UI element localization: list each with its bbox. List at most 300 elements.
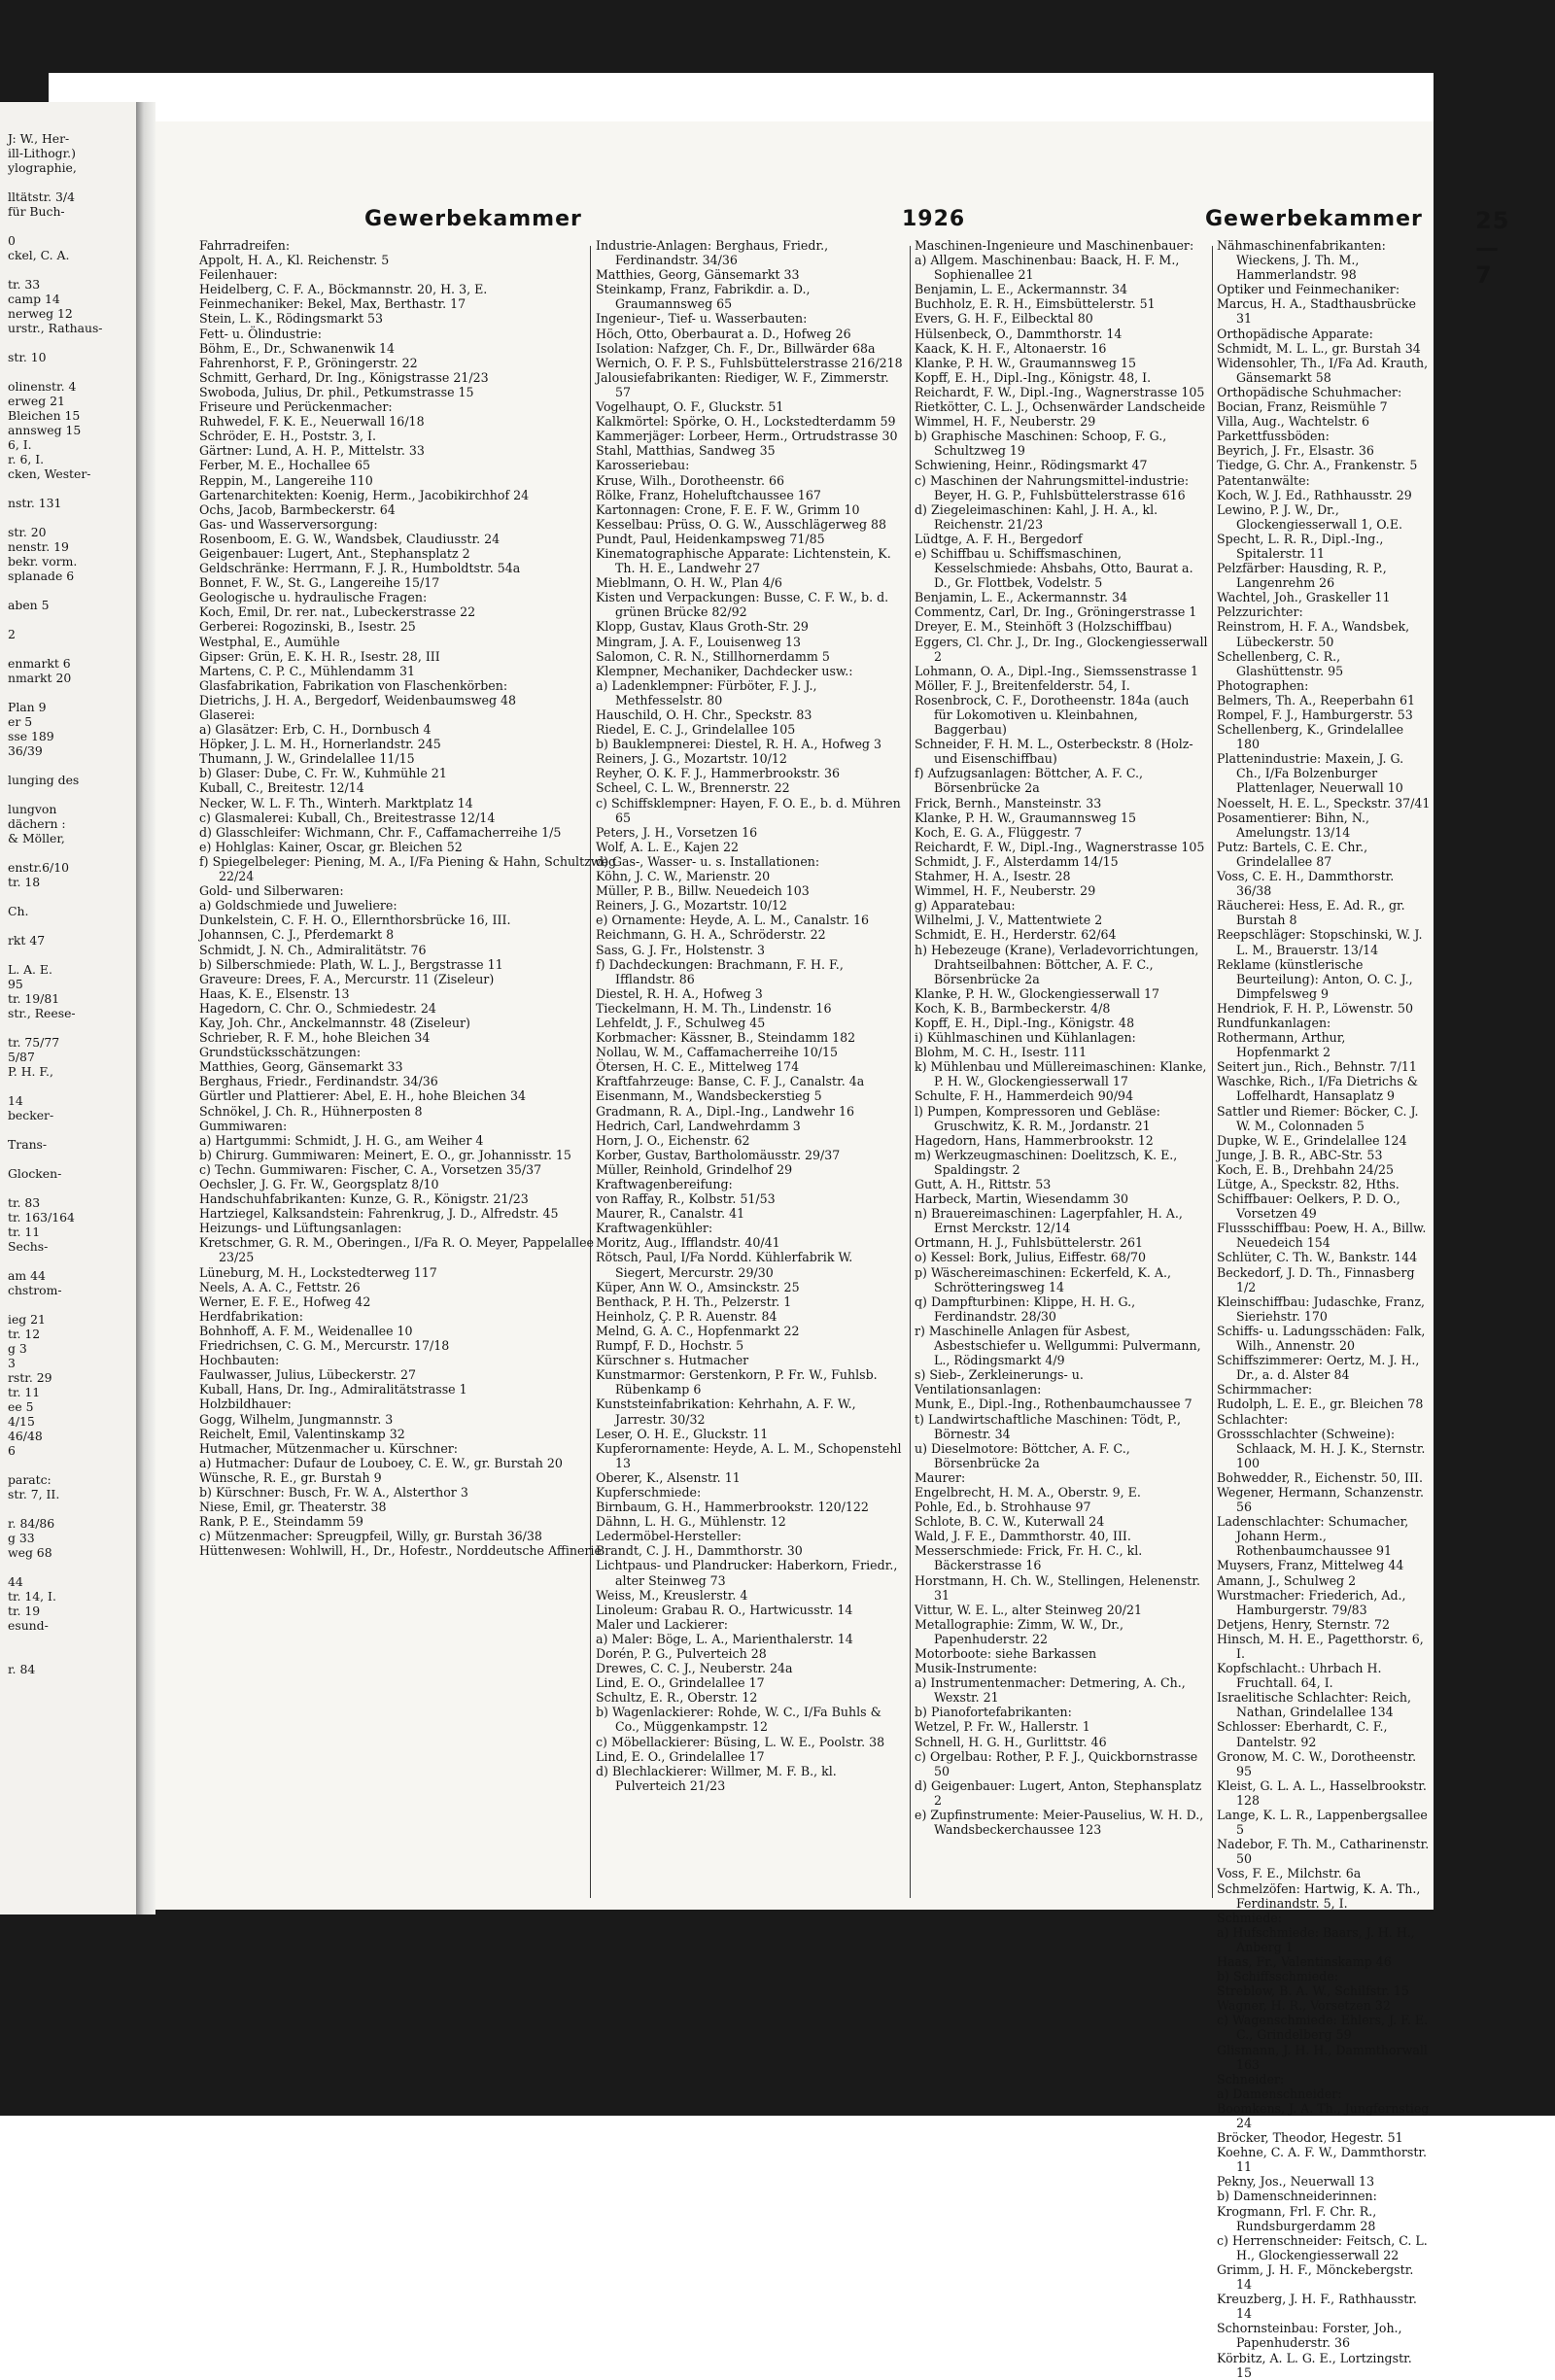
directory-entry: Nollau, W. M., Caffamacherreihe 10/15 — [596, 1045, 838, 1060]
directory-entry: Kruse, Wilh., Dorotheenstr. 66 — [596, 472, 785, 488]
directory-entry: Höch, Otto, Oberbaurat a. D., Hofweg 26 — [596, 326, 851, 341]
directory-entry: Müller, Reinhold, Grindelhof 29 — [596, 1161, 793, 1177]
directory-entry: Villa, Aug., Wachtelstr. 6 — [1217, 414, 1369, 430]
left-page-line — [8, 758, 136, 773]
left-page-line: ieg 21 — [8, 1312, 46, 1327]
directory-entry: Kalkmörtel: Spörke, O. H., Lockstedterdamm 59 — [596, 414, 896, 430]
directory-entry: Horstmann, H. Ch. W., Stellingen, Helenenstr. 31 — [915, 1572, 1201, 1603]
directory-entry: Schmidt, J. N. Ch., Admiralitätstr. 76 — [199, 942, 427, 957]
directory-entry: c) Maschinen der Nahrungsmittel-industrie: Beyer, H. G. P., Fuhlsbüttelerstrasse 616 — [915, 472, 1190, 502]
directory-entry: b) Silberschmiede: Plath, W. L. J., Bergstrasse 11 — [199, 956, 503, 972]
directory-entry: Koehne, C. A. F. W., Dammthorstr. 11 — [1217, 2145, 1428, 2175]
directory-entry: c) Schiffsklempner: Hayen, F. O. E., b. d. Mühren 65 — [596, 795, 901, 825]
directory-entry: Gronow, M. C. W., Dorotheenstr. 95 — [1217, 1748, 1417, 1778]
directory-entry: Gürtler und Plattierer: Abel, E. H., hohe Bleichen 34 — [199, 1088, 527, 1104]
directory-entry: Hutmacher, Mützenmacher u. Kürschner: — [199, 1440, 459, 1456]
directory-entry: Schmidt, E. H., Herderstr. 62/64 — [915, 927, 1117, 943]
directory-entry: Swoboda, Julius, Dr. phil., Petkumstrasse 15 — [199, 384, 474, 399]
directory-entry: Wegener, Hermann, Schanzenstr. 56 — [1217, 1484, 1424, 1515]
directory-entry: Lange, K. L. R., Lappenbergsallee 5 — [1217, 1808, 1428, 1838]
directory-entry: Gärtner: Lund, A. H. P., Mittelstr. 33 — [199, 443, 425, 459]
directory-entry: r) Maschinelle Anlagen für Asbest, Asbestschiefer u. Wellgummi: Pulvermann, L., Rödingsmarkt 4/9 — [915, 1323, 1201, 1368]
directory-entry: e) Ornamente: Heyde, A. L. M., Canalstr. 16 — [596, 913, 870, 928]
directory-entry: Rietkötter, C. L. J., Ochsenwärder Landscheide — [915, 399, 1206, 415]
left-page-line — [8, 510, 136, 525]
directory-entry: Koch, E. B., Drehbahn 24/25 — [1217, 1161, 1395, 1177]
left-page-line: tr. 19 — [8, 1604, 41, 1618]
column-rule — [910, 246, 911, 1898]
left-page-line: tr. 19/81 — [8, 991, 60, 1006]
left-page-line: tr. 163/164 — [8, 1210, 75, 1224]
left-page-line: 2 — [8, 627, 16, 641]
directory-entry: d) Glasschleifer: Wichmann, Chr. F., Caffamacherreihe 1/5 — [199, 824, 562, 840]
directory-entry: Reppin, M., Langereihe 110 — [199, 472, 373, 488]
left-page-line: dächern : — [8, 816, 66, 831]
left-page-line: str. 10 — [8, 350, 47, 364]
directory-entry: Koch, K. B., Barmbeckerstr. 4/8 — [915, 1000, 1111, 1016]
directory-entry: k) Mühlenbau und Müllereimaschinen: Klanke, P. H. W., Glockengiesserwall 17 — [915, 1059, 1207, 1089]
directory-entry: Orthopädische Apparate: — [1217, 326, 1373, 341]
directory-entry: Korber, Gustav, Bartholomäusstr. 29/37 — [596, 1147, 841, 1162]
directory-entry: Niese, Emil, gr. Theaterstr. 38 — [199, 1500, 387, 1515]
directory-entry: Schultz, E. R., Oberstr. 12 — [596, 1690, 758, 1706]
directory-entry: Motorboote: siehe Barkassen — [915, 1646, 1097, 1661]
book-gutter — [136, 102, 156, 1914]
directory-entry: Kupferornamente: Heyde, A. L. M., Schopenstehl 13 — [596, 1440, 902, 1470]
directory-entry: b) Schiffsschmiede: — [1217, 1969, 1339, 1984]
directory-entry: Heinholz, Ç. P. R. Auenstr. 84 — [596, 1308, 778, 1324]
directory-entry: Kopff, E. H., Dipl.-Ing., Königstr. 48, I. — [915, 369, 1152, 385]
directory-entry: Friseure und Perückenmacher: — [199, 399, 393, 415]
directory-entry: a) Ladenklempner: Fürböter, F. J. J., Methfesselstr. 80 — [596, 677, 817, 707]
directory-entry: Klanke, P. H. W., Graumannsweg 15 — [915, 355, 1136, 370]
directory-entry: Melnd, G. A. C., Hopfenmarkt 22 — [596, 1323, 800, 1338]
directory-entry: Bohnhoff, A. F. M., Weidenallee 10 — [199, 1323, 413, 1338]
directory-entry: Fahrenhorst, F. P., Gröningerstr. 22 — [199, 355, 418, 370]
directory-entry: Benjamin, L. E., Ackermannstr. 34 — [915, 590, 1128, 605]
directory-entry: Westphal, E., Aumühle — [199, 634, 340, 649]
directory-entry: Schmidt, M. L. L., gr. Burstah 34 — [1217, 340, 1421, 356]
left-page-line: nenstr. 19 — [8, 539, 69, 554]
left-page-line — [8, 685, 136, 700]
directory-entry: Linoleum: Grabau R. O., Hartwicusstr. 14 — [596, 1602, 853, 1617]
directory-entry: Seitert jun., Rich., Behnstr. 7/11 — [1217, 1059, 1417, 1075]
left-page-line: r. 84 — [8, 1662, 36, 1676]
directory-entry: b) Pianofortefabrikanten: — [915, 1705, 1072, 1720]
directory-entry: Ledermöbel-Hersteller: — [596, 1529, 742, 1544]
directory-entry: Reepschläger: Stopschinski, W. J. L. M., Brauerstr. 13/14 — [1217, 927, 1423, 957]
directory-entry: Gas- und Wasserversorgung: — [199, 516, 378, 532]
left-page-line: Plan 9 — [8, 700, 47, 714]
left-page-line — [8, 1020, 136, 1035]
directory-entry: Pelzzurichter: — [1217, 604, 1303, 620]
directory-entry: Bonnet, F. W., St. G., Langereihe 15/17 — [199, 575, 440, 591]
directory-entry: Reichardt, F. W., Dipl.-Ing., Wagnerstrasse 105 — [915, 839, 1205, 854]
left-page-text — [8, 131, 136, 1890]
directory-entry: Johannsen, C. J., Pferdemarkt 8 — [199, 927, 395, 943]
directory-entry: e) Schiffbau u. Schiffsmaschinen, Kesselschmiede: Ahsbahs, Otto, Baurat a. D., Gr. Flottbek, Vodelstr. 5 — [915, 545, 1193, 591]
directory-entry: Muysers, Franz, Mittelweg 44 — [1217, 1558, 1404, 1573]
directory-entry: Metallographie: Zimm, W. W., Dr., Papenhuderstr. 22 — [915, 1616, 1123, 1646]
directory-entry: Wilhelmi, J. V., Mattentwiete 2 — [915, 913, 1103, 928]
left-page-line: cken, Wester- — [8, 466, 91, 481]
left-page-line: ill-Lithogr.) — [8, 146, 76, 160]
directory-entry: Tiedge, G. Chr. A., Frankenstr. 5 — [1217, 458, 1418, 473]
directory-entry: Oberer, K., Alsenstr. 11 — [596, 1469, 741, 1485]
left-page-line: g 33 — [8, 1531, 35, 1545]
directory-entry: Commentz, Carl, Dr. Ing., Gröningerstrasse 1 — [915, 604, 1197, 620]
directory-entry: f) Dachdeckungen: Brachmann, F. H. F., Ifflandstr. 86 — [596, 956, 844, 986]
directory-entry: Birnbaum, G. H., Hammerbrookstr. 120/122 — [596, 1500, 869, 1515]
directory-entry: von Raffay, R., Kolbstr. 51/53 — [596, 1191, 776, 1207]
directory-entry: Fett- u. Ölindustrie: — [199, 326, 322, 341]
directory-entry: Hagedorn, Hans, Hammerbrookstr. 12 — [915, 1132, 1154, 1148]
directory-entry: Rosenboom, E. G. W., Wandsbek, Claudiusstr. 24 — [199, 531, 501, 546]
directory-entry: b) Damenschneiderinnen: — [1217, 2189, 1377, 2204]
directory-entry: Lütge, A., Speckstr. 82, Hths. — [1217, 1177, 1400, 1191]
left-page-line: L. A. E. — [8, 962, 52, 977]
directory-entry: Stahl, Matthias, Sandweg 35 — [596, 443, 776, 459]
directory-entry: Schulte, F. H., Hammerdeich 90/94 — [915, 1088, 1134, 1104]
directory-entry: Ortmann, H. J., Fuhlsbüttelerstr. 261 — [915, 1235, 1144, 1251]
directory-entry: Körbitz, A. L. G. E., Lortzingstr. 15 — [1217, 2350, 1412, 2380]
directory-entry: g) Apparatebau: — [915, 898, 1016, 914]
directory-entry: Buchholz, E. R. H., Eimsbüttelerstr. 51 — [915, 296, 1156, 312]
directory-entry: Schnell, H. G. H., Gurlittstr. 46 — [915, 1734, 1107, 1749]
left-page-line — [8, 1079, 136, 1093]
left-page-line: P. H. F., — [8, 1064, 53, 1079]
directory-entry: Lehfeldt, J. F., Schulweg 45 — [596, 1015, 766, 1030]
left-page-line — [8, 889, 136, 904]
directory-entry: Specht, L. R. R., Dipl.-Ing., Spitalerstr. 11 — [1217, 531, 1384, 561]
left-page-line: bekr. vorm. — [8, 554, 78, 569]
directory-entry: a) Glasätzer: Erb, C. H., Dornbusch 4 — [199, 722, 432, 738]
directory-entry: Kürschner s. Hutmacher — [596, 1353, 749, 1368]
directory-entry: c) Glasmalerei: Kuball, Ch., Breitestrasse 12/14 — [199, 810, 496, 825]
directory-entry: Rumpf, F. D., Hochstr. 5 — [596, 1338, 744, 1354]
left-page-line: str. 20 — [8, 525, 47, 539]
directory-entry: Plattenindustrie: Maxein, J. G. Ch., I/Fa Bolzenburger Plattenlager, Neuerwall 10 — [1217, 751, 1404, 796]
left-page-line: erweg 21 — [8, 394, 65, 408]
directory-entry: a) Hufschmiede: Baars, J. H. H., Anberg 1 — [1217, 1924, 1415, 1954]
directory-entry: Schröder, E. H., Poststr. 3, I. — [199, 429, 376, 444]
directory-entry: Matthies, Georg, Gänsemarkt 33 — [596, 267, 800, 283]
directory-entry: Klanke, P. H. W., Graumannsweg 15 — [915, 810, 1136, 825]
directory-entry: Schiffbauer: Oelkers, P. D. O., Vorsetzen 49 — [1217, 1191, 1400, 1222]
directory-entry: Klanke, P. H. W., Glockengiesserwall 17 — [915, 985, 1160, 1001]
directory-entry: Ferber, M. E., Hochallee 65 — [199, 458, 371, 473]
left-page-line: lltätstr. 3/4 — [8, 190, 75, 204]
directory-entry: Maurer: — [915, 1469, 966, 1485]
directory-entry: Kraftwagenbereifung: — [596, 1177, 733, 1191]
left-page-line — [8, 1633, 136, 1647]
directory-entry: b) Chirurg. Gummiwaren: Meinert, E. O., gr. Johannisstr. 15 — [199, 1147, 571, 1162]
left-page-line: tr. 18 — [8, 875, 41, 889]
directory-entry: Graveure: Drees, F. A., Mercurstr. 11 (Ziseleur) — [199, 971, 495, 986]
directory-entry: Feilenhauer: — [199, 267, 278, 283]
directory-entry: Rötsch, Paul, I/Fa Nordd. Kühlerfabrik W. Siegert, Mercurstr. 29/30 — [596, 1250, 853, 1280]
directory-entry: Glasfabrikation, Fabrikation von Flaschenkörben: — [199, 677, 508, 693]
left-page-line — [8, 1181, 136, 1195]
directory-entry: Möller, F. J., Breitenfelderstr. 54, I. — [915, 677, 1130, 693]
directory-entry: Drewes, C. C. J., Neuberstr. 24a — [596, 1661, 793, 1676]
directory-entry: Fahrradreifen: — [199, 238, 291, 253]
directory-entry: Neels, A. A. C., Fettstr. 26 — [199, 1279, 361, 1294]
directory-entry: a) Damenschneider: — [1217, 2086, 1342, 2101]
scan-border-top — [0, 0, 1555, 73]
directory-entry: Berghaus, Friedr., Ferdinandstr. 34/36 — [199, 1074, 438, 1089]
directory-entry: Evers, G. H. F., Eilbecktal 80 — [915, 311, 1093, 327]
left-page-line: J: W., Her- — [8, 131, 70, 146]
directory-entry: Musik-Instrumente: — [915, 1661, 1038, 1676]
left-page-line — [8, 948, 136, 962]
directory-entry: Bröcker, Theodor, Hegestr. 51 — [1217, 2130, 1403, 2146]
directory-entry: Hüttenwesen: Wohlwill, H., Dr., Hofestr., Norddeutsche Affinerie — [199, 1543, 602, 1559]
directory-entry: Maler und Lackierer: — [596, 1616, 728, 1632]
directory-entry: Schirmmacher: — [1217, 1382, 1313, 1397]
directory-entry: Peters, J. H., Vorsetzen 16 — [596, 824, 758, 840]
directory-entry: Kraftfahrzeuge: Banse, C. F. J., Canalstr. 4a — [596, 1074, 865, 1089]
directory-entry: a) Hartgummi: Schmidt, J. H. G., am Weiher 4 — [199, 1132, 484, 1148]
directory-entry: Putz: Bartels, C. E. Chr., Grindelallee 87 — [1217, 839, 1368, 869]
directory-entry: Hagedorn, C. Chr. O., Schmiedestr. 24 — [199, 1000, 436, 1016]
directory-entry: Ötersen, H. C. E., Mittelweg 174 — [596, 1059, 800, 1075]
directory-entry: Wetzel, P. Fr. W., Hallerstr. 1 — [915, 1719, 1090, 1735]
directory-entry: Hochbauten: — [199, 1353, 280, 1368]
directory-entry: Sass, G. J. Fr., Holstenstr. 3 — [596, 942, 766, 957]
directory-entry: Kartonnagen: Crone, F. E. F. W., Grimm 10 — [596, 501, 860, 517]
directory-entry: Müller, P. B., Billw. Neuedeich 103 — [596, 883, 810, 899]
directory-entry: Brandt, C. J. H., Dammthorstr. 30 — [596, 1543, 803, 1559]
left-page-line: sse 189 — [8, 729, 54, 743]
directory-entry: Böhm, E., Dr., Schwanenwik 14 — [199, 340, 396, 356]
directory-entry: Haas, Fr., Valentinskamp 46 — [1217, 1953, 1392, 1969]
directory-entry: q) Dampfturbinen: Klippe, H. H. G., Ferdinandstr. 28/30 — [915, 1293, 1136, 1324]
directory-entry: b) Bauklempnerei: Diestel, R. H. A., Hofweg 3 — [596, 737, 881, 752]
directory-entry: m) Werkzeugmaschinen: Doelitzsch, K. E., Spaldingstr. 2 — [915, 1147, 1178, 1177]
directory-entry: Handschuhfabrikanten: Kunze, G. R., Königstr. 21/23 — [199, 1191, 529, 1207]
directory-entry: Marcus, H. A., Stadthausbrücke 31 — [1217, 296, 1416, 327]
directory-entry: Wagner, H. R., Vorsetzen 32 — [1217, 1998, 1391, 2014]
directory-entry: Voss, F. E., Milchstr. 6a — [1217, 1866, 1362, 1881]
directory-entry: t) Landwirtschaftliche Maschinen: Tödt, P., Börnestr. 34 — [915, 1411, 1181, 1441]
directory-entry: p) Wäschereimaschinen: Eckerfeld, K. A., Schrötteringsweg 14 — [915, 1264, 1172, 1294]
directory-entry: Ingenieur-, Tief- u. Wasserbauten: — [596, 311, 808, 327]
directory-entry: Reinstrom, H. F. A., Wandsbek, Lübeckerstr. 50 — [1217, 619, 1410, 649]
directory-entry: Kunststeinfabrikation: Kehrhahn, A. F. W., Jarrestr. 30/32 — [596, 1397, 856, 1427]
directory-entry: Lind, E. O., Grindelallee 17 — [596, 1675, 765, 1691]
left-page-line: str. 7, II. — [8, 1487, 60, 1501]
directory-entry: Rölke, Franz, Hoheluftchaussee 167 — [596, 487, 821, 502]
directory-entry: Rompel, F. J., Hamburgerstr. 53 — [1217, 707, 1413, 722]
directory-entry: Rundfunkanlagen: — [1217, 1015, 1331, 1030]
left-page-line: & Möller, — [8, 831, 65, 845]
left-page-line: Trans- — [8, 1137, 48, 1152]
directory-entry: Patentanwälte: — [1217, 472, 1310, 488]
directory-entry: Kesselbau: Prüss, O. G. W., Ausschlägerweg 88 — [596, 516, 887, 532]
directory-entry: Wünsche, R. E., gr. Burstah 9 — [199, 1469, 382, 1485]
directory-entry: Kuball, Hans, Dr. Ing., Admiralitätstrasse 1 — [199, 1382, 467, 1397]
left-page-line: 6 — [8, 1443, 16, 1458]
directory-entry: f) Spiegelbeleger: Piening, M. A., I/Fa Piening & Hahn, Schultzweg 22/24 — [199, 853, 617, 884]
directory-entry: o) Kessel: Bork, Julius, Eiffestr. 68/70 — [915, 1250, 1147, 1265]
directory-entry: Kretschmer, G. R. M., Oberingen., I/Fa R. O. Meyer, Pappelallee 23/25 — [199, 1235, 594, 1265]
left-page-line: lungvon — [8, 802, 57, 816]
directory-entry: Schiffs- u. Ladungsschäden: Falk, Wilh., Annenstr. 20 — [1217, 1323, 1426, 1354]
directory-entry: Harbeck, Martin, Wiesendamm 30 — [915, 1191, 1129, 1207]
left-page-line: 46/48 — [8, 1429, 43, 1443]
left-page-line: weg 68 — [8, 1545, 52, 1560]
directory-entry: Rank, P. E., Steindamm 59 — [199, 1514, 363, 1530]
directory-entry: Eisenmann, M., Wandsbeckerstieg 5 — [596, 1088, 822, 1104]
directory-entry: Schlachter: — [1217, 1411, 1289, 1427]
directory-entry: Pohle, Ed., b. Strohhause 97 — [915, 1500, 1091, 1515]
directory-entry: Dietrichs, J. H. A., Bergedorf, Weidenbaumsweg 48 — [199, 692, 517, 707]
directory-entry: c) Herrenschneider: Feitsch, C. L. H., Glockengiesserwall 22 — [1217, 2232, 1428, 2262]
left-page-line: nstr. 131 — [8, 496, 62, 510]
left-page-line: Ch. — [8, 904, 29, 918]
directory-entry: Riedel, E. C. J., Grindelallee 105 — [596, 722, 796, 738]
directory-entry: Schlüter, C. Th. W., Bankstr. 144 — [1217, 1250, 1418, 1265]
directory-entry: Engelbrecht, H. M. A., Oberstr. 9, E. — [915, 1484, 1141, 1500]
left-page-line: 95 — [8, 977, 23, 991]
directory-entry: Schmidt, J. F., Alsterdamm 14/15 — [915, 853, 1119, 869]
directory-entry: Schellenberg, K., Grindelallee 180 — [1217, 722, 1404, 752]
directory-column-2 — [596, 238, 905, 1900]
page-number: 25—7 — [1475, 207, 1510, 289]
directory-entry: Thumann, J. W., Grindelallee 11/15 — [199, 751, 415, 767]
directory-entry: Kammerjäger: Lorbeer, Herm., Ortrudstrasse 30 — [596, 429, 898, 444]
directory-entry: Schiffszimmerer: Oertz, M. J. H., Dr., a. d. Alster 84 — [1217, 1353, 1420, 1383]
directory-entry: Geldschränke: Herrmann, F. J. R., Humboldtstr. 54a — [199, 561, 521, 576]
directory-entry: Kinematographische Apparate: Lichtenstein, K. Th. H. E., Landwehr 27 — [596, 545, 891, 576]
directory-entry: Israelitische Schlachter: Reich, Nathan, Grindelallee 134 — [1217, 1690, 1412, 1720]
directory-entry: Industrie-Anlagen: Berghaus, Friedr., Ferdinandstr. 34/36 — [596, 238, 829, 268]
left-page-line: rstr. 29 — [8, 1370, 52, 1385]
directory-entry: Leser, O. H. E., Gluckstr. 11 — [596, 1426, 769, 1441]
directory-entry: Hülsenbeck, O., Dammthorstr. 14 — [915, 326, 1123, 341]
directory-entry: Dunkelstein, C. F. H. O., Ellernthorsbrücke 16, III. — [199, 913, 511, 928]
right-page — [156, 121, 1510, 2380]
left-page-line: olinenstr. 4 — [8, 379, 77, 394]
directory-entry: Dorén, P. G., Pulverteich 28 — [596, 1646, 767, 1661]
directory-entry: Scheel, C. L. W., Brennerstr. 22 — [596, 780, 790, 796]
left-page-line: nerweg 12 — [8, 306, 73, 321]
left-page-line: 14 — [8, 1093, 23, 1108]
directory-entry: Salomon, C. R. N., Stillhornerdamm 5 — [596, 648, 830, 664]
left-page-line: tr. 11 — [8, 1224, 41, 1239]
left-page-line: ckel, C. A. — [8, 248, 70, 262]
directory-entry: Optiker und Feinmechaniker: — [1217, 282, 1400, 297]
directory-entry: Parkettfussböden: — [1217, 429, 1330, 444]
left-page-line — [8, 845, 136, 860]
left-page-line: annsweg 15 — [8, 423, 82, 437]
directory-entry: Faulwasser, Julius, Lübeckerstr. 27 — [199, 1367, 416, 1383]
left-page-line: becker- — [8, 1108, 54, 1122]
left-page-line: 6, I. — [8, 437, 32, 452]
running-header-right: Gewerbekammer — [1205, 207, 1423, 231]
directory-entry: Schmitt, Gerhard, Dr. Ing., Königstrasse 21/23 — [199, 369, 489, 385]
directory-entry: h) Hebezeuge (Krane), Verladevorrichtungen, Drahtseilbahnen: Böttcher, A. F. C., Börsenbrücke 2a — [915, 942, 1199, 986]
directory-entry: Räucherei: Hess, E. Ad. R., gr. Burstah 8 — [1217, 898, 1405, 928]
directory-entry: Kopfschlacht.: Uhrbach H. Fruchtall. 64, I. — [1217, 1661, 1382, 1691]
left-page-line: enmarkt 6 — [8, 656, 71, 671]
directory-entry: Mingram, J. A. F., Louisenweg 13 — [596, 634, 801, 649]
directory-entry: Lüneburg, M. H., Lockstedterweg 117 — [199, 1264, 437, 1280]
left-page-line: camp 14 — [8, 292, 60, 306]
directory-entry: Schmiede: — [1217, 1910, 1282, 1925]
directory-entry: Reichelt, Emil, Valentinskamp 32 — [199, 1426, 405, 1441]
running-header-left: Gewerbekammer — [364, 207, 582, 231]
directory-entry: Dreyer, E. M., Steinhöft 3 (Holzschiffbau) — [915, 619, 1172, 635]
left-page-line: tr. 11 — [8, 1385, 41, 1399]
directory-entry: Wimmel, H. F., Neuberstr. 29 — [915, 414, 1096, 430]
left-page-line: am 44 — [8, 1268, 46, 1283]
left-page-line: 36/39 — [8, 743, 43, 758]
left-page-line — [8, 1458, 136, 1472]
directory-entry: Haas, K. E., Elsenstr. 13 — [199, 985, 350, 1001]
directory-entry: Vogelhaupt, O. F., Gluckstr. 51 — [596, 399, 784, 415]
left-page-line — [8, 641, 136, 656]
directory-column-3 — [915, 238, 1209, 1900]
directory-entry: Noesselt, H. E. L., Speckstr. 37/41 — [1217, 795, 1431, 811]
left-page-line: Bleichen 15 — [8, 408, 81, 423]
directory-entry: Gold- und Silberwaren: — [199, 883, 344, 899]
directory-entry: Kisten und Verpackungen: Busse, C. F. W., b. d. grünen Brücke 82/92 — [596, 590, 889, 620]
directory-entry: i) Kühlmaschinen und Kühlanlagen: — [915, 1030, 1136, 1046]
left-page-line: Sechs- — [8, 1239, 49, 1254]
directory-entry: Weiss, M., Kreuslerstr. 4 — [596, 1587, 748, 1603]
left-page-line — [8, 364, 136, 379]
directory-entry: Rosenbrock, C. F., Dorotheenstr. 184a (auch für Lokomotiven u. Kleinbahnen, Baggerbau) — [915, 692, 1190, 738]
directory-column-1 — [199, 238, 632, 1900]
directory-entry: e) Zupfinstrumente: Meier-Pauselius, W. H. D., Wandsbeckerchaussee 123 — [915, 1808, 1204, 1838]
scan-border-right — [1434, 0, 1555, 2116]
left-page-line — [8, 175, 136, 190]
left-page-line: für Buch- — [8, 204, 65, 219]
directory-entry: Küper, Ann W. O., Amsinckstr. 25 — [596, 1279, 800, 1294]
left-page-line: str., Reese- — [8, 1006, 76, 1020]
left-page-line: lunging des — [8, 773, 80, 787]
directory-entry: Köhn, J. C. W., Marienstr. 20 — [596, 869, 771, 884]
directory-entry: Lewino, P. J. W., Dr., Glockengiesserwall 1, O.E. — [1217, 501, 1403, 532]
directory-entry: Wald, J. F. E., Dammthorstr. 40, III. — [915, 1529, 1131, 1544]
directory-entry: d) Ziegeleimaschinen: Kahl, J. H. A., kl. Reichenstr. 21/23 — [915, 501, 1158, 532]
directory-entry: Herdfabrikation: — [199, 1308, 303, 1324]
directory-entry: Necker, W. L. F. Th., Winterh. Marktplatz 14 — [199, 795, 473, 811]
directory-entry: Werner, E. F. E., Hofweg 42 — [199, 1293, 371, 1309]
directory-entry: Beckedorf, J. D. Th., Finnasberg 1/2 — [1217, 1264, 1415, 1294]
directory-entry: Munk, E., Dipl.-Ing., Rothenbaumchaussee 7 — [915, 1397, 1192, 1412]
directory-entry: Grundstücksschätzungen: — [199, 1045, 362, 1060]
directory-entry: Kopff, E. H., Dipl.-Ing., Königstr. 48 — [915, 1015, 1135, 1030]
left-page-line — [8, 1152, 136, 1166]
left-page-line — [8, 1122, 136, 1137]
directory-entry: c) Orgelbau: Rother, P. F. J., Quickbornstrasse 50 — [915, 1748, 1198, 1778]
directory-entry: Flussschiffbau: Poew, H. A., Billw. Neuedeich 154 — [1217, 1221, 1427, 1251]
directory-entry: Kunstmarmor: Gerstenkorn, P. Fr. W., Fuhlsb. Rübenkamp 6 — [596, 1367, 878, 1397]
left-page-line: nmarkt 20 — [8, 671, 72, 685]
directory-entry: Geigenbauer: Lugert, Ant., Stephansplatz 2 — [199, 545, 470, 561]
directory-entry: Kaack, K. H. F., Altonaerstr. 16 — [915, 340, 1107, 356]
directory-entry: Koch, W. J. Ed., Rathhausstr. 29 — [1217, 487, 1412, 502]
directory-entry: a) Instrumentenmacher: Detmering, A. Ch., Wexstr. 21 — [915, 1675, 1186, 1706]
directory-entry: Isolation: Nafzger, Ch. F., Dr., Billwärder 68a — [596, 340, 876, 356]
directory-entry: Pundt, Paul, Heidenkampsweg 71/85 — [596, 531, 825, 546]
directory-column-4 — [1217, 238, 1431, 2380]
left-page-edge — [0, 102, 138, 1914]
directory-entry: Glaserei: — [199, 707, 256, 722]
